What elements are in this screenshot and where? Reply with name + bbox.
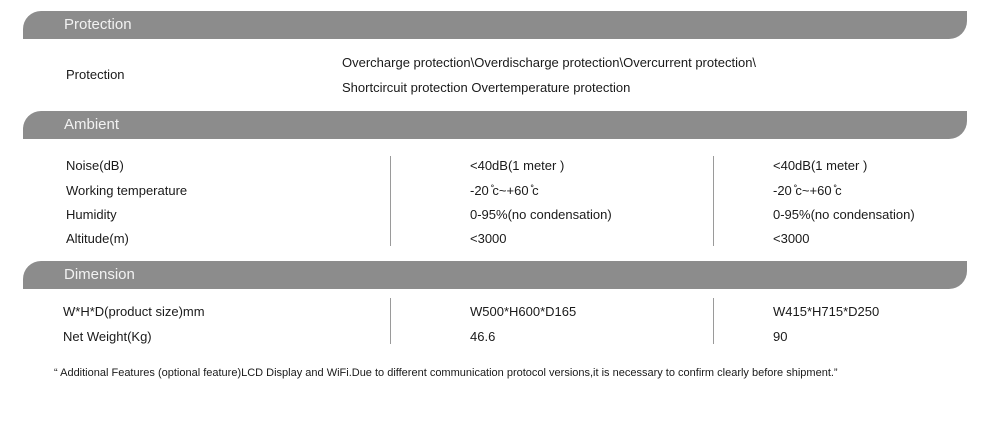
column-divider xyxy=(390,156,391,246)
section-title: Ambient xyxy=(64,116,120,133)
ambient-row-value: <40dB(1 meter ) xyxy=(773,158,868,173)
column-divider xyxy=(390,298,391,344)
dimension-row-label: W*H*D(product size)mm xyxy=(63,304,205,319)
section-title: Dimension xyxy=(64,266,135,283)
ambient-row-value: <3000 xyxy=(470,231,507,246)
protection-value-line1: Overcharge protection\Overdischarge protection\Overcurrent protection\ xyxy=(342,55,757,70)
protection-label: Protection xyxy=(66,67,125,82)
ambient-row-value: <40dB(1 meter ) xyxy=(470,158,565,173)
dimension-row-value: W415*H715*D250 xyxy=(773,304,880,319)
section-header-ambient xyxy=(23,111,967,139)
section-title: Protection xyxy=(64,16,132,33)
footnote: “ Additional Features (optional feature)LCD Display and WiFi.Due to different communication protocol versions,it is necessary to confirm clearly before shipment.” xyxy=(54,367,838,379)
ambient-row-label: Humidity xyxy=(66,207,117,222)
section-header-dimension xyxy=(23,261,967,289)
dimension-row-value: 46.6 xyxy=(470,329,496,344)
dimension-row-value: 90 xyxy=(773,329,788,344)
ambient-row-value: -20 ̊c~+60 ̊c xyxy=(470,183,539,198)
column-divider xyxy=(713,298,714,344)
dimension-row-value: W500*H600*D165 xyxy=(470,304,577,319)
column-divider xyxy=(713,156,714,246)
section-header-protection xyxy=(23,11,967,39)
ambient-row-value: -20 ̊c~+60 ̊c xyxy=(773,183,842,198)
ambient-row-value: 0-95%(no condensation) xyxy=(470,207,612,222)
ambient-row-label: Working temperature xyxy=(66,183,188,198)
ambient-row-value: 0-95%(no condensation) xyxy=(773,207,915,222)
ambient-row-label: Noise(dB) xyxy=(66,158,124,173)
protection-value-line2: Shortcircuit protection Overtemperature protection xyxy=(342,80,631,95)
ambient-row-value: <3000 xyxy=(773,231,810,246)
dimension-row-label: Net Weight(Kg) xyxy=(63,329,152,344)
ambient-row-label: Altitude(m) xyxy=(66,231,129,246)
